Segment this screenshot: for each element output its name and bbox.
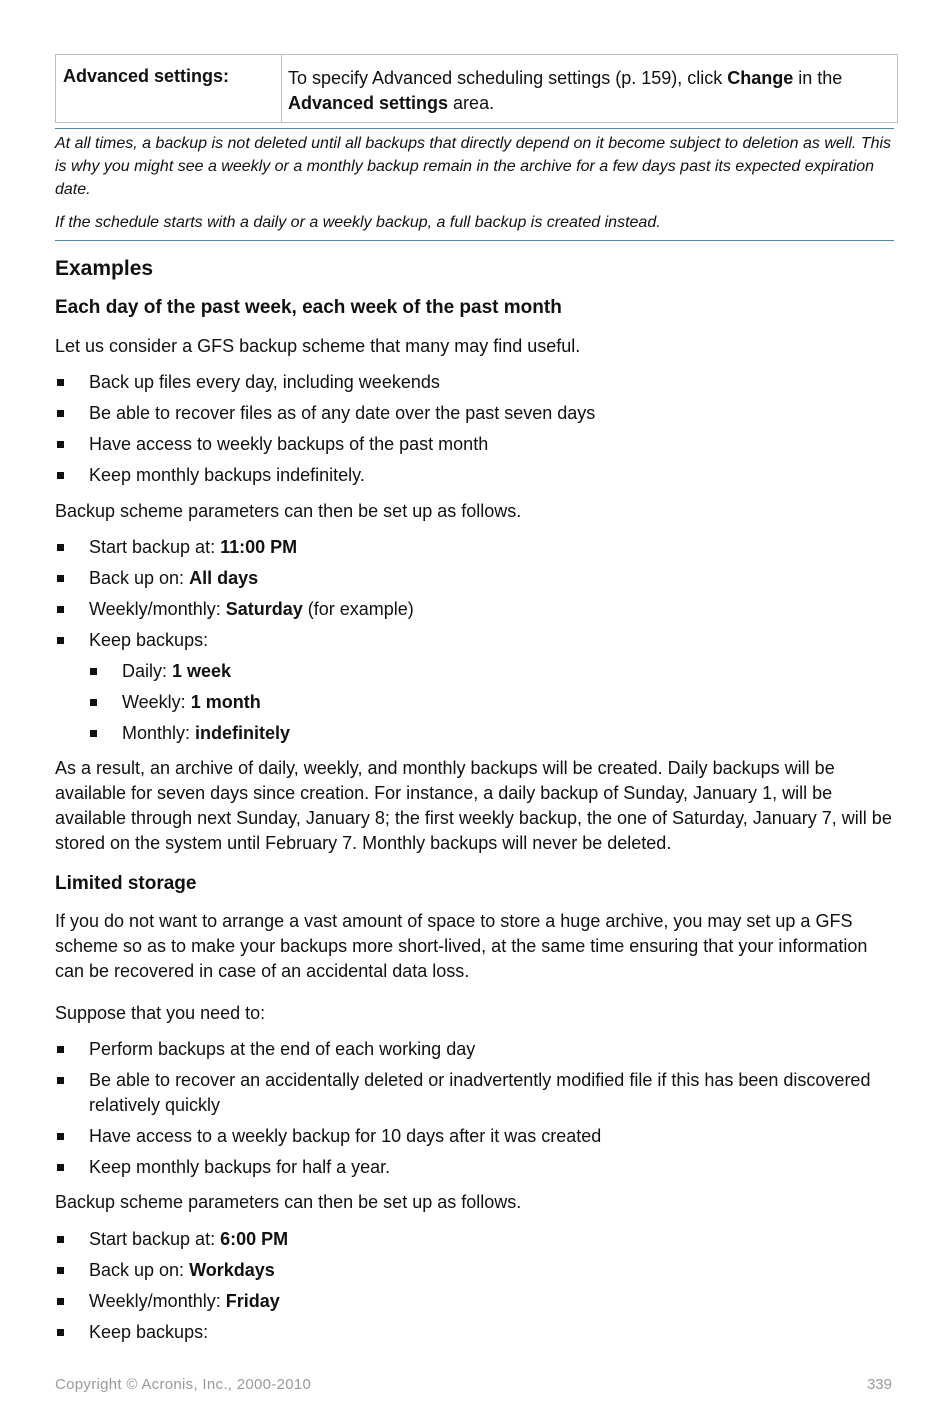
footer-page-number: 339 <box>866 1376 892 1393</box>
section2-goals-list <box>55 1037 895 1186</box>
section1-params-intro: Backup scheme parameters can then be set up as follows. <box>55 501 522 521</box>
note-paragraph-2: If the schedule starts with a daily or a weekly backup, a full backup is created instead. <box>55 214 661 231</box>
list-item: Back up on: All days <box>55 566 895 591</box>
list-item: Be able to recover an accidentally deleted or inadvertently modified file if this has been discovered relatively quickly <box>55 1068 895 1118</box>
list-item: Perform backups at the end of each working day <box>55 1037 895 1062</box>
section2-heading: Limited storage <box>55 873 197 894</box>
list-item: Daily: 1 week <box>88 659 895 684</box>
section1-heading: Each day of the past week, each week of the past month <box>55 297 562 318</box>
section1-result: As a result, an archive of daily, weekly, and monthly backups will be created. Daily backups will be available for seven days since creation. For instance, a daily backup of Sunday, January 1, will be available through next Sunday, January 8; the first weekly backup, the one of Saturday, January 7, will be stored on the system until February 7. Monthly backups will never be deleted. <box>55 758 892 853</box>
list-item: Be able to recover files as of any date over the past seven days <box>55 401 895 426</box>
list-item: Start backup at: 6:00 PM <box>55 1227 895 1252</box>
list-item: Keep backups: <box>55 1320 895 1345</box>
list-item: Weekly: 1 month <box>88 690 895 715</box>
section1-goals-list <box>55 370 895 494</box>
table-label-cell: Advanced settings: <box>56 55 282 122</box>
section2-suppose: Suppose that you need to: <box>55 1003 266 1023</box>
section2-params-intro: Backup scheme parameters can then be set up as follows. <box>55 1192 522 1212</box>
list-item: Have access to weekly backups of the past month <box>55 432 895 457</box>
table-value-text-post: area. <box>448 93 495 113</box>
list-item: Keep backups: <box>55 628 895 653</box>
footer-copyright: Copyright © Acronis, Inc., 2000-2010 <box>55 1376 312 1393</box>
section1-params-list <box>55 535 895 752</box>
advanced-settings-keyword: Advanced settings <box>288 93 449 113</box>
table-value-text-pre: To specify Advanced scheduling settings (p. 159), click <box>288 68 728 88</box>
section1-intro: Let us consider a GFS backup scheme that many may find useful. <box>55 336 581 356</box>
section2-params-list <box>55 1227 895 1351</box>
list-item: Monthly: indefinitely <box>88 721 895 746</box>
list-item: Keep monthly backups indefinitely. <box>55 463 895 488</box>
list-item: Weekly/monthly: Saturday (for example) <box>55 597 895 622</box>
table-value-cell <box>282 55 897 122</box>
advanced-settings-table <box>55 54 898 123</box>
list-item: Have access to a weekly backup for 10 days after it was created <box>55 1124 895 1149</box>
list-item: Back up on: Workdays <box>55 1258 895 1283</box>
note-box <box>55 128 894 241</box>
list-item: Start backup at: 11:00 PM <box>55 535 895 560</box>
note-paragraph-1: At all times, a backup is not deleted until all backups that directly depend on it become subject to deletion as well. This is why you might see a weekly or a monthly backup remain in the archive for a few days past its expected expiration date. <box>55 135 892 198</box>
table-value-text-mid: in the <box>793 68 843 88</box>
change-keyword: Change <box>727 68 794 88</box>
section2-intro: If you do not want to arrange a vast amount of space to store a huge archive, you may set up a GFS scheme so as to make your backups more short-lived, at the same time ensuring that your information can be recovered in case of an accidental data loss. <box>55 911 868 981</box>
examples-heading: Examples <box>55 257 154 280</box>
list-item: Weekly/monthly: Friday <box>55 1289 895 1314</box>
list-item: Keep monthly backups for half a year. <box>55 1155 895 1180</box>
list-item: Back up files every day, including weekends <box>55 370 895 395</box>
